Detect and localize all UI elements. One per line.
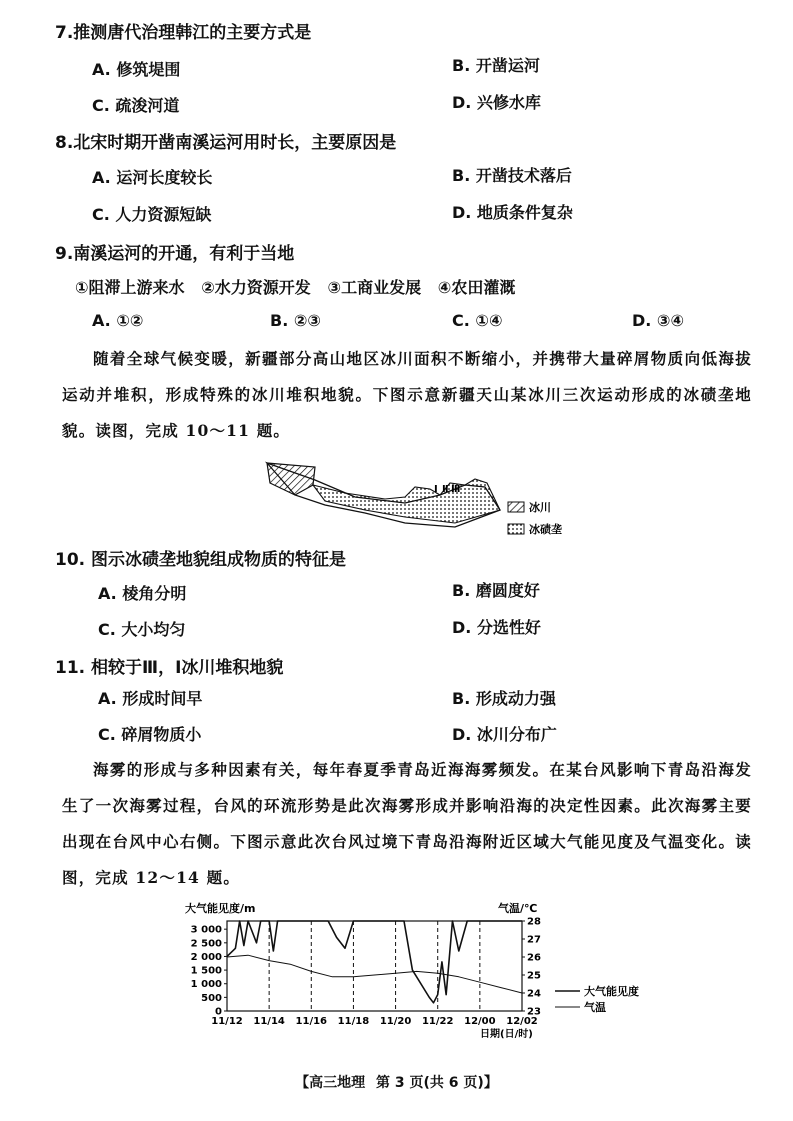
legend-glacier-swatch xyxy=(508,502,524,512)
question-11-option-c: C. 碎屑物质小 xyxy=(98,725,202,744)
moraine-ridges xyxy=(313,479,500,523)
question-8-option-d: D. 地质条件复杂 xyxy=(452,203,573,222)
question-9-items: ①阻滞上游来水 ②水力资源开发 ③工商业发展 ④农田灌溉 xyxy=(75,278,516,297)
question-9-stem: 9.南溪运河的开通，有利于当地 xyxy=(55,244,295,264)
y-left-tick-label: 3 000 xyxy=(190,924,222,936)
question-8-stem: 8.北宋时期开凿南溪运河用时长，主要原因是 xyxy=(55,133,397,153)
legend-temperature-label: 气温 xyxy=(584,1001,606,1014)
question-7-option-c: C. 疏浚河道 xyxy=(92,96,180,115)
label-ridge-2: Ⅱ xyxy=(442,484,449,495)
page-footer xyxy=(0,1072,793,1092)
question-11-stem: 11. 相较于Ⅲ，Ⅰ冰川堆积地貌 xyxy=(55,658,284,678)
y-right-tick-label: 23 xyxy=(527,1006,541,1018)
x-tick-label: 12/00 xyxy=(464,1016,496,1027)
question-9-option-b: B. ②③ xyxy=(270,311,321,330)
question-9-option-d: D. ③④ xyxy=(632,311,685,330)
question-7-option-b: B. 开凿运河 xyxy=(452,56,540,75)
question-8-option-c: C. 人力资源短缺 xyxy=(92,205,212,224)
question-9-option-c: C. ①④ xyxy=(452,311,503,330)
label-ridge-3: Ⅲ xyxy=(451,484,461,495)
y-left-axis-title: 大气能见度/m xyxy=(185,902,256,915)
passage-sea-fog: 海雾的形成与多种因素有关，每年春夏季青岛近海海雾频发。在某台风影响下青岛沿海发生了一次海雾过程，台风的环流形势是此次海雾形成并影响沿海的决定性因素。此次海雾主要出现在台风中心右侧。下图示意此次台风过境下青岛沿海附近区域大气能见度及气温变化。读图，完成 12～14 题。 xyxy=(62,760,752,887)
temperature-series-line xyxy=(227,955,522,993)
legend-glacier-label: 冰川 xyxy=(529,501,551,514)
question-11-option-a: A. 形成时间早 xyxy=(98,689,203,708)
x-tick-label: 11/18 xyxy=(337,1016,370,1027)
y-left-tick-label: 1 000 xyxy=(190,979,222,991)
passage-glacier: 随着全球气候变暖，新疆部分高山地区冰川面积不断缩小，并携带大量碎屑物质向低海拔运动并堆积，形成特殊的冰川堆积地貌。下图示意新疆天山某冰川三次运动形成的冰碛垄地貌。读图，完成 10～11 题。 xyxy=(62,349,752,440)
question-10-option-d: D. 分选性好 xyxy=(452,618,541,637)
x-tick-label: 12/02 xyxy=(506,1016,538,1027)
y-left-tick-label: 2 000 xyxy=(190,951,222,963)
question-8-option-b: B. 开凿技术落后 xyxy=(452,166,572,185)
visibility-series-line xyxy=(227,921,522,1003)
y-left-tick-label: 0 xyxy=(215,1006,222,1018)
question-10-option-c: C. 大小均匀 xyxy=(98,620,186,639)
question-9-option-a: A. ①② xyxy=(92,311,144,330)
y-left-tick-label: 500 xyxy=(201,992,222,1004)
y-right-tick-label: 28 xyxy=(527,916,541,928)
question-7-option-d: D. 兴修水库 xyxy=(452,93,541,112)
question-10-option-b: B. 磨圆度好 xyxy=(452,581,540,600)
question-10-stem: 10. 图示冰碛垄地貌组成物质的特征是 xyxy=(55,550,347,570)
y-right-tick-label: 27 xyxy=(527,934,541,946)
question-11-option-d: D. 冰川分布广 xyxy=(452,725,557,744)
x-tick-label: 11/14 xyxy=(253,1016,285,1027)
legend-moraine-label: 冰碛垄 xyxy=(529,523,562,536)
question-10-option-a: A. 棱角分明 xyxy=(98,584,187,603)
y-right-tick-label: 25 xyxy=(527,970,541,982)
legend-moraine-swatch xyxy=(508,524,524,534)
footer-title: 【高三地理 xyxy=(295,1075,366,1091)
moraine-diagram xyxy=(255,455,585,545)
x-tick-label: 11/22 xyxy=(421,1016,454,1027)
y-left-tick-label: 1 500 xyxy=(190,965,222,977)
footer-page-number: 第 3 页(共 6 页)】 xyxy=(376,1075,498,1091)
legend-visibility-label: 大气能见度 xyxy=(584,985,639,998)
question-11-option-b: B. 形成动力强 xyxy=(452,689,556,708)
question-7-option-a: A. 修筑堤围 xyxy=(92,60,181,79)
x-tick-label: 11/20 xyxy=(379,1016,412,1027)
question-8-option-a: A. 运河长度较长 xyxy=(92,168,213,187)
x-tick-label: 11/16 xyxy=(295,1016,328,1027)
y-left-tick-label: 2 500 xyxy=(190,938,222,950)
y-right-tick-label: 24 xyxy=(527,988,541,1000)
x-axis-title: 日期(日/时) xyxy=(480,1029,533,1040)
y-right-axis-title: 气温/℃ xyxy=(498,902,538,915)
label-ridge-1: Ⅰ xyxy=(434,484,438,495)
question-7-stem: 7.推测唐代治理韩江的主要方式是 xyxy=(55,23,312,43)
y-right-tick-label: 26 xyxy=(527,952,541,964)
visibility-temperature-chart xyxy=(180,897,660,1042)
x-tick-label: 11/12 xyxy=(211,1016,243,1027)
